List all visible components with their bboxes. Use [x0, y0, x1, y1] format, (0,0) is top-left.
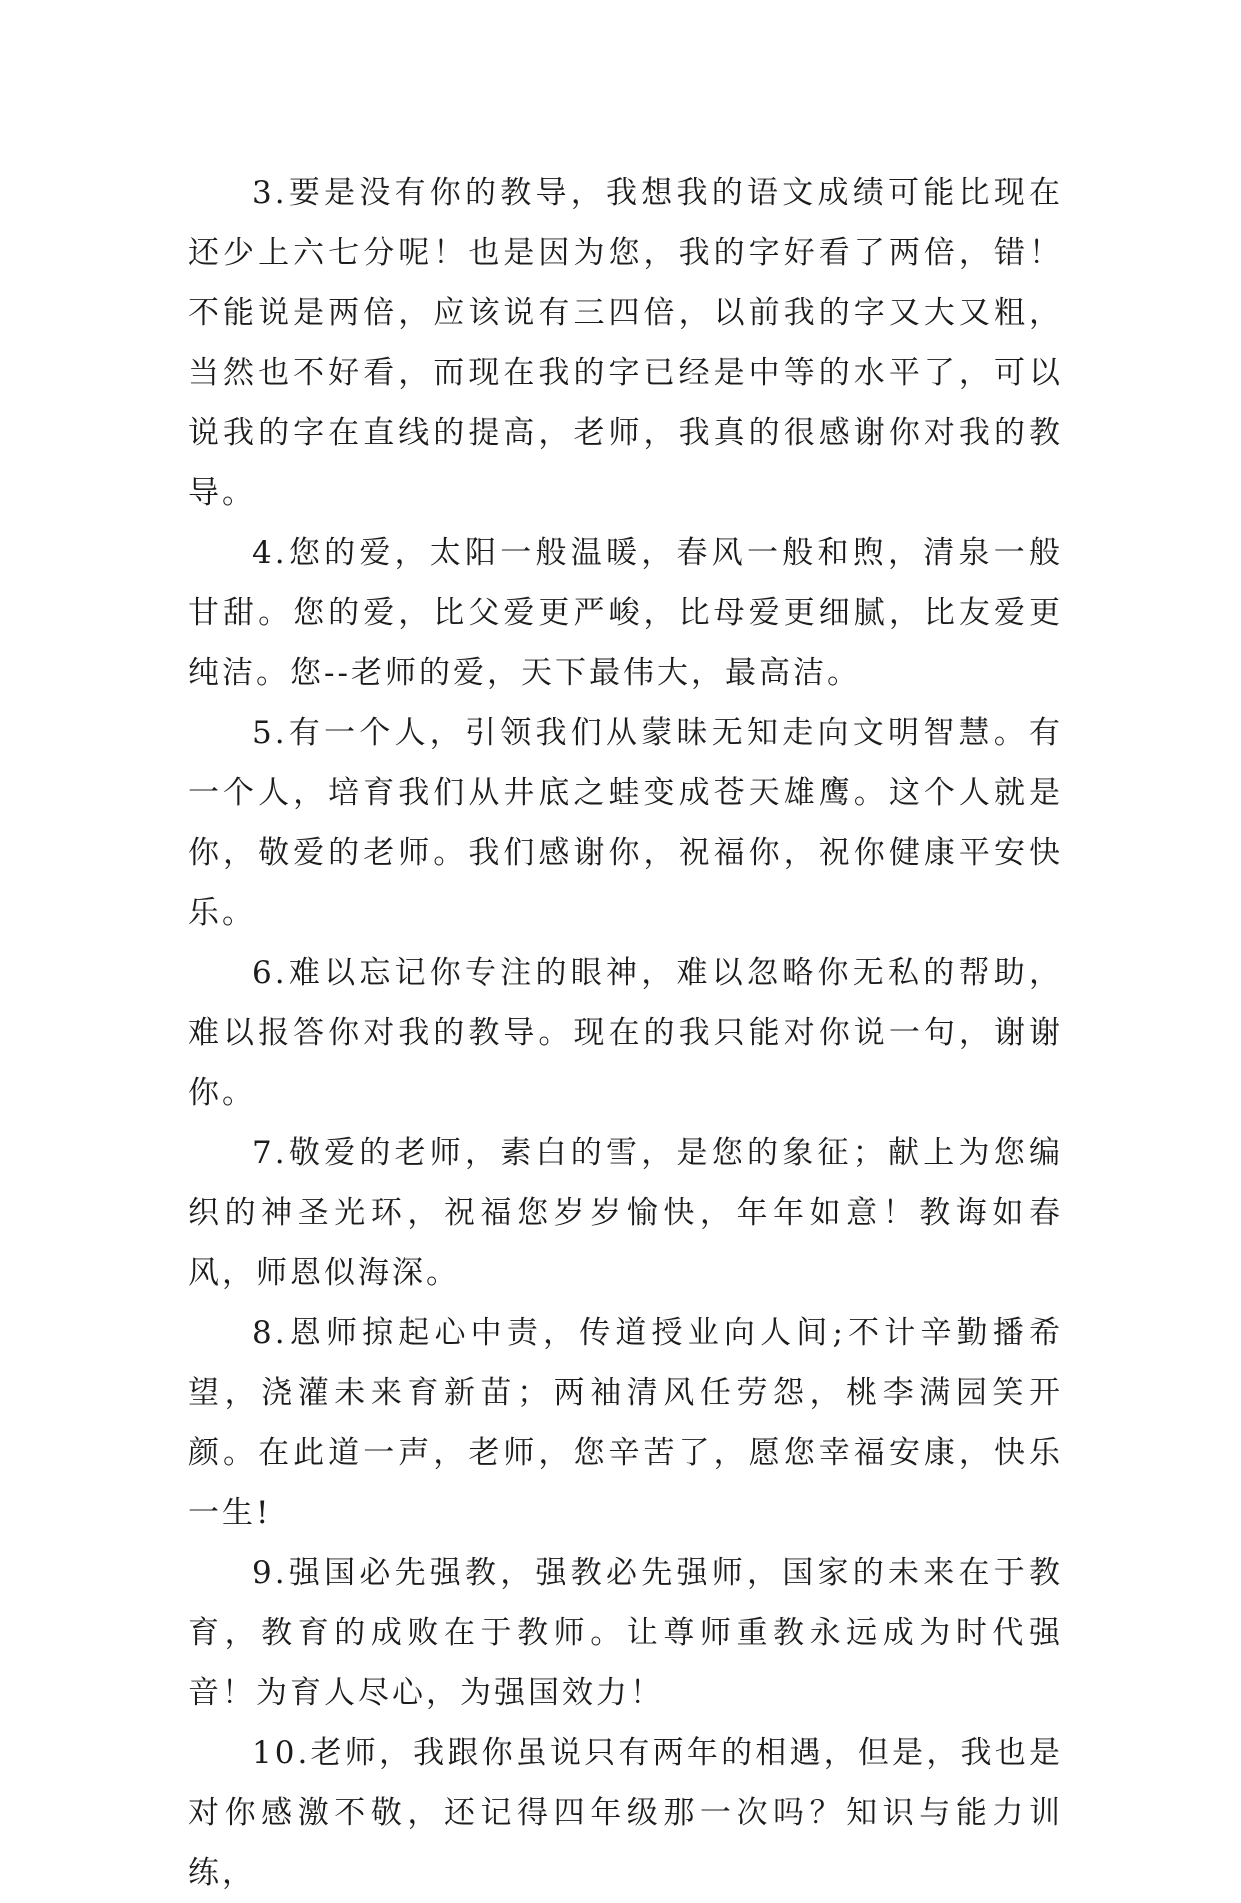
- paragraph-7: 7.敬爱的老师，素白的雪，是您的象征；献上为您编织的神圣光环，祝福您岁岁愉快，年年如意！教诲如春风，师恩似海深。: [188, 1135, 1063, 1291]
- paragraph-4: 4.您的爱，太阳一般温暖，春风一般和煦，清泉一般甘甜。您的爱，比父爱更严峻，比母爱更细腻，比友爱更纯洁。您--老师的爱，天下最伟大，最高洁。: [188, 535, 1063, 691]
- document-body: [188, 163, 1063, 1903]
- paragraph-9: 9.强国必先强教，强教必先强师，国家的未来在于教育，教育的成败在于教师。让尊师重教永远成为时代强音！为育人尽心，为强国效力！: [188, 1555, 1063, 1711]
- paragraph-3: 3.要是没有你的教导，我想我的语文成绩可能比现在还少上六七分呢！也是因为您，我的字好看了两倍，错！不能说是两倍，应该说有三四倍，以前我的字又大又粗，当然也不好看，而现在我的字已经是中等的水平了，可以说我的字在直线的提高，老师，我真的很感谢你对我的教导。: [188, 175, 1063, 511]
- paragraph-10: 10.老师，我跟你虽说只有两年的相遇，但是，我也是对你感激不敬，还记得四年级那一次吗？知识与能力训练，: [188, 1735, 1063, 1891]
- paragraph-5: 5.有一个人，引领我们从蒙昧无知走向文明智慧。有一个人，培育我们从井底之蛙变成苍天雄鹰。这个人就是你，敬爱的老师。我们感谢你，祝福你，祝你健康平安快乐。: [188, 715, 1063, 931]
- paragraph-8: 8.恩师掠起心中责，传道授业向人间;不计辛勤播希望，浇灌未来育新苗；两袖清风任劳怨，桃李满园笑开颜。在此道一声，老师，您辛苦了，愿您幸福安康，快乐一生!: [188, 1315, 1063, 1531]
- paragraph-6: 6.难以忘记你专注的眼神，难以忽略你无私的帮助，难以报答你对我的教导。现在的我只能对你说一句，谢谢你。: [188, 955, 1063, 1111]
